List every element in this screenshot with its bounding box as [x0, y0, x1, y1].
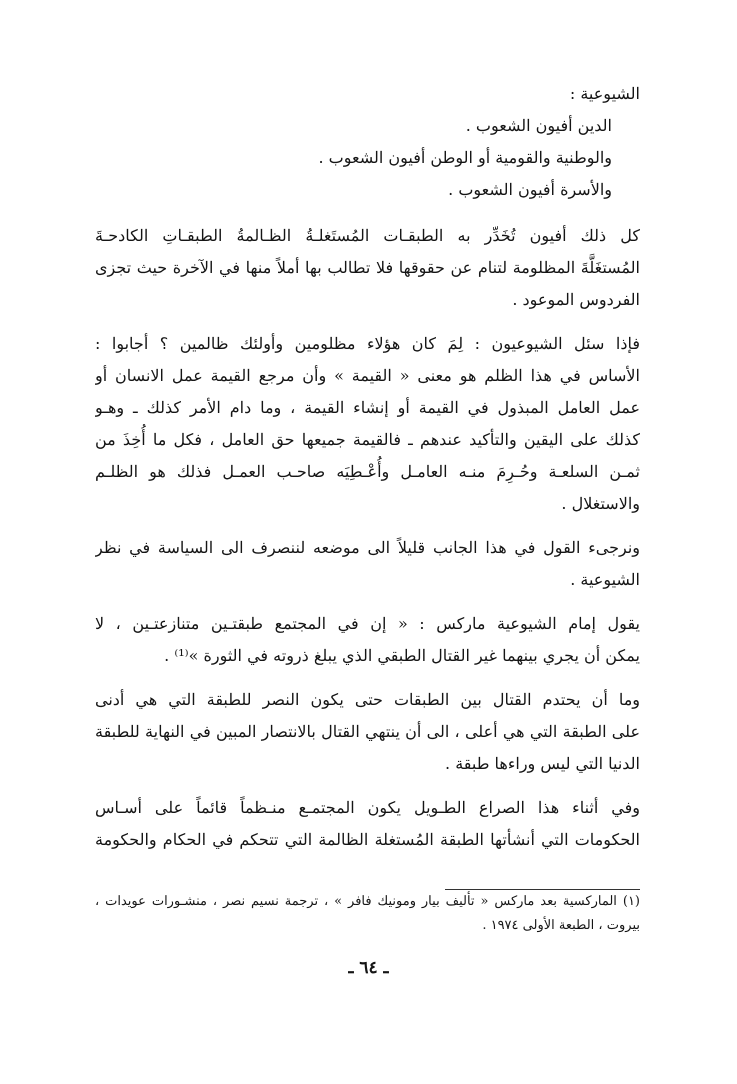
paragraph-line: الحكومات التي أنشأتها الطبقة المُستغلة الظالمة التي تتحكم في الحكام والحكومة	[95, 830, 640, 849]
paragraph-line: والاستغلال .	[561, 494, 640, 513]
footnote	[95, 890, 640, 938]
paragraph-line: فإذا سئل الشيوعيون : لِمَ كان هؤلاء مظلومين وأولئك ظالمين ؟ أجابوا :	[95, 334, 640, 353]
page-body	[95, 78, 640, 856]
paragraph-line: وما أن يحتدم القتال بين الطبقات حتى يكون النصر للطبقة التي هي أدنى	[95, 690, 640, 709]
paragraph-line: الدنيا التي ليس وراءها طبقة .	[445, 754, 640, 773]
paragraph-line: عمل العامل المبذول في القيمة أو إنشاء القيمة ، وما دام الأمر كذلك ـ وهـو	[95, 398, 640, 417]
paragraph-value	[95, 328, 640, 520]
paragraph-line: كل ذلك أفيون تُخَدِّر به الطبقـات المُستَغلـةُ الظـالمةُ الطبقـاتِ الكادحـةَ	[95, 226, 640, 245]
page-number: ـ ٦٤ ـ	[348, 958, 389, 978]
paragraph-marx-quote	[95, 608, 640, 672]
paragraph-line: يقول إمام الشيوعية ماركس : « إن في المجتمع طبقتـين متنازعتـين ، لا	[95, 614, 640, 633]
footnote-line: بيروت ، الطبعة الأولى ١٩٧٤ .	[482, 918, 640, 933]
list-item-nationalism: والوطنية والقومية أو الوطن أفيون الشعوب .	[318, 148, 612, 167]
paragraph-line: على الطبقة التي هي أعلى ، الى أن ينتهي القتال بالانتصار المبين في النهاية للطبقة	[95, 722, 640, 741]
paragraph-line: يمكن أن يجري بينهما غير القتال الطبقي الذي يبلغ ذروته في الثورة »⁽¹⁾ .	[164, 646, 640, 665]
paragraph-class-war	[95, 684, 640, 780]
paragraph-politics	[95, 532, 640, 596]
paragraph-line: كذلك على اليقين والتأكيد عندهم ـ فالقيمة جميعها حق العامل ، فكل ما أُخِذَ من	[95, 430, 640, 449]
paragraph-line: المُستغَلَّةَ المظلومة لتنام عن حقوقها فلا تطالب بها أملاً منها في الآخرة حيث تجزى	[95, 258, 640, 277]
footnote-line: (١) الماركسية بعد ماركس « تأليف بيار ومونيك فافر » ، ترجمة نسيم نصر ، منشـورات عويدات ،	[95, 894, 640, 909]
paragraph-line: ونرجىء القول في هذا الجانب قليلاً الى موضعه لننصرف الى السياسة في نظر	[95, 538, 640, 557]
paragraph-line: وفي أثناء هذا الصراع الطـويل يكون المجتمـع منـظماً قائماً على أسـاس	[95, 798, 640, 817]
paragraph-governments	[95, 792, 640, 856]
paragraph-line: الفردوس الموعود .	[512, 290, 640, 309]
section-heading: الشيوعية :	[569, 84, 640, 103]
paragraph-opium	[95, 220, 640, 316]
paragraph-line: ثمـن السلعـة وحُـرِمَ منـه العامـل وأُعْـطِيَه صاحـب العمـل فذلك هو الظلـم	[95, 462, 640, 481]
paragraph-line: الأساس في هذا الظلم هو معنى « القيمة » وأن مرجع القيمة عمل الانسان أو	[95, 366, 640, 385]
list-item-family: والأسرة أفيون الشعوب .	[448, 180, 612, 199]
list-item-religion: الدين أفيون الشعوب .	[465, 116, 612, 135]
paragraph-line: الشيوعية .	[570, 570, 640, 589]
